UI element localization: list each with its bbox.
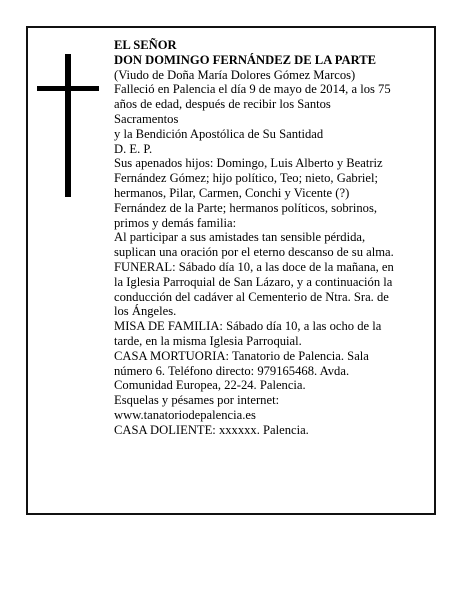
text-line: suplican una oración por el eterno descanso de su alma. — [114, 245, 394, 260]
cross-vertical-bar — [65, 54, 71, 197]
obituary-text — [114, 38, 430, 438]
text-line: Comunidad Europea, 22-24. Palencia. — [114, 378, 306, 393]
text-line: Al participar a sus amistades tan sensible pérdida, — [114, 230, 366, 245]
text-line: CASA MORTUORIA: Tanatorio de Palencia. Sala — [114, 348, 369, 363]
text-line: Fernández Gómez; hijo político, Teo; nieto, Gabriel; — [114, 171, 378, 186]
text-line: Sacramentos — [114, 111, 179, 126]
text-line: (Viudo de Doña María Dolores Gómez Marcos) — [114, 67, 356, 82]
text-line: MISA DE FAMILIA: Sábado día 10, a las ocho de la — [114, 319, 382, 334]
text-line: Esquelas y pésames por internet: — [114, 393, 280, 408]
text-line: y la Bendición Apostólica de Su Santidad — [114, 126, 324, 141]
cross-horizontal-bar — [37, 86, 99, 91]
website-link[interactable]: www.tanatoriodepalencia.es — [114, 407, 256, 422]
text-line: Falleció en Palencia el día 9 de mayo de 2014, a los 75 — [114, 82, 391, 97]
deceased-name: DON DOMINGO FERNÁNDEZ DE LA PARTE — [114, 52, 377, 67]
text-line: conducción del cadáver al Cementerio de Ntra. Sra. de — [114, 289, 389, 304]
text-line: los Ángeles. — [114, 304, 177, 319]
text-line: D. E. P. — [114, 141, 153, 156]
text-line: años de edad, después de recibir los Santos — [114, 97, 331, 112]
text-line: la Iglesia Parroquial de San Lázaro, y a continuación la — [114, 274, 393, 289]
text-line: FUNERAL: Sábado día 10, a las doce de la mañana, en — [114, 259, 394, 274]
text-line: primos y demás familia: — [114, 215, 237, 230]
text-line: Sus apenados hijos: Domingo, Luis Alberto y Beatriz — [114, 156, 383, 171]
heading-title: EL SEÑOR — [114, 38, 177, 52]
text-line: hermanos, Pilar, Carmen, Conchi y Vicente (?) — [114, 185, 350, 200]
text-line: número 6. Teléfono directo: 979165468. Avda. — [114, 363, 350, 378]
text-line: Fernández de la Parte; hermanos políticos, sobrinos, — [114, 200, 378, 215]
text-line: CASA DOLIENTE: xxxxxx. Palencia. — [114, 422, 309, 437]
text-line: tarde, en la misma Iglesia Parroquial. — [114, 333, 302, 348]
